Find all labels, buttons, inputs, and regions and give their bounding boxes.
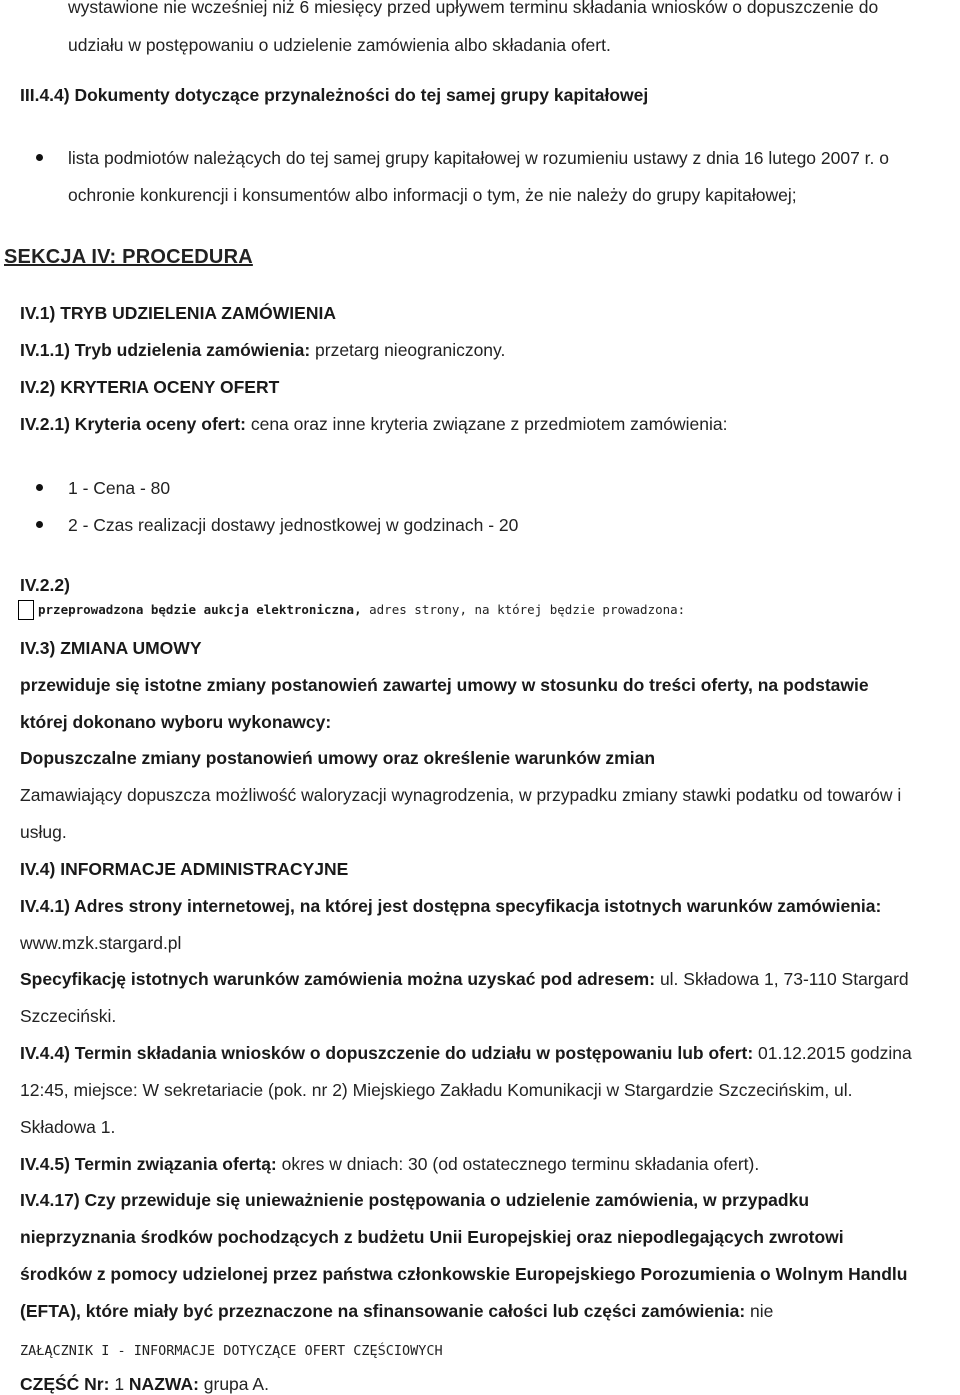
text-line bbox=[20, 1300, 773, 1322]
field-value: 01.12.2015 godzina bbox=[753, 1043, 912, 1063]
text-line bbox=[20, 1373, 269, 1395]
section-heading: IV.3) ZMIANA UMOWY bbox=[20, 638, 202, 658]
field-value: nie bbox=[745, 1301, 774, 1321]
list-item: 1 - Cena - 80 bbox=[68, 478, 171, 498]
field-value: grupa A. bbox=[198, 1374, 269, 1394]
text-line bbox=[20, 968, 909, 990]
text-line bbox=[20, 1153, 759, 1175]
field-label: IV.4.1) Adres strony internetowej, na której jest dostępna specyfikacja istotnych warunków zamówienia: bbox=[20, 896, 882, 916]
field-label: Specyfikację istotnych warunków zamówienia można uzyskać pod adresem: bbox=[20, 969, 656, 989]
annex-title: ZAŁĄCZNIK I - INFORMACJE DOTYCZĄCE OFERT CZĘŚCIOWYCH bbox=[20, 1343, 443, 1359]
text-line: IV.4.17) Czy przewiduje się unieważnienie postępowania o udzielenie zamówienia, w przypadku bbox=[20, 1190, 810, 1210]
text-line bbox=[20, 1042, 912, 1064]
field-label: IV.2.1) Kryteria oceny ofert: bbox=[20, 414, 246, 434]
field-label: CZĘŚĆ Nr: bbox=[20, 1374, 110, 1394]
field-value: okres w dniach: 30 (od ostatecznego terminu składania ofert). bbox=[276, 1154, 760, 1174]
section-heading: III.4.4) Dokumenty dotyczące przynależności do tej samej grupy kapitałowej bbox=[20, 85, 649, 105]
text-line: Składowa 1. bbox=[20, 1117, 116, 1137]
auction-text: adres strony, na której będzie prowadzona: bbox=[361, 602, 686, 617]
auction-checkbox[interactable] bbox=[18, 600, 34, 620]
field-label: IV.4.5) Termin związania ofertą: bbox=[20, 1154, 277, 1174]
field-value: cena oraz inne kryteria związane z przedmiotem zamówienia: bbox=[245, 414, 728, 434]
text-line: nieprzyznania środków pochodzących z budżetu Unii Europejskiej oraz niepodlegających zwrotowi bbox=[20, 1227, 844, 1247]
bullet-icon bbox=[36, 521, 43, 528]
text-line: której dokonano wyboru wykonawcy: bbox=[20, 712, 332, 732]
text-line: środków z pomocy udzielonej przez państwa członkowskie Europejskiego Porozumienia o Wolnym Handlu bbox=[20, 1264, 908, 1284]
text-line: 12:45, miejsce: W sekretariacie (pok. nr 2) Miejskiego Zakładu Komunikacji w Stargardzie Szczecińskim, ul. bbox=[20, 1080, 853, 1100]
text-line: lista podmiotów należących do tej samej grupy kapitałowej w rozumieniu ustawy z dnia 16 lutego 2007 r. o bbox=[68, 148, 890, 168]
bullet-icon bbox=[36, 154, 43, 161]
text-line: przewiduje się istotne zmiany postanowień zawartej umowy w stosunku do treści oferty, na podstawie bbox=[20, 675, 869, 695]
section-heading: IV.1) TRYB UDZIELENIA ZAMÓWIENIA bbox=[20, 303, 336, 323]
text-line: ochronie konkurencji i konsumentów albo informacji o tym, że nie należy do grupy kapitałowej; bbox=[68, 185, 797, 205]
field-label: IV.2.2) bbox=[20, 575, 70, 595]
text-line: usług. bbox=[20, 822, 67, 842]
text-line: Szczeciński. bbox=[20, 1006, 117, 1026]
field-value: przetarg nieograniczony. bbox=[310, 340, 506, 360]
auction-label: przeprowadzona będzie aukcja elektroniczna, bbox=[38, 602, 362, 617]
text-line bbox=[20, 413, 727, 435]
text-line: Zamawiający dopuszcza możliwość waloryzacji wynagrodzenia, w przypadku zmiany stawki podatku od towarów i bbox=[20, 785, 902, 805]
list-item: 2 - Czas realizacji dostawy jednostkowej w godzinach - 20 bbox=[68, 515, 519, 535]
field-label: (EFTA), które miały być przeznaczone na sfinansowanie całości lub części zamówienia: bbox=[20, 1301, 746, 1321]
text-line bbox=[38, 599, 685, 621]
text-line bbox=[20, 339, 505, 361]
text-line: wystawione nie wcześniej niż 6 miesięcy przed upływem terminu składania wniosków o dopuszczenie do bbox=[68, 0, 879, 17]
section-heading: IV.4) INFORMACJE ADMINISTRACYJNE bbox=[20, 859, 349, 879]
text-line: udziału w postępowaniu o udzielenie zamówienia albo składania ofert. bbox=[68, 35, 611, 55]
section-heading: IV.2) KRYTERIA OCENY OFERT bbox=[20, 377, 280, 397]
text-line: Dopuszczalne zmiany postanowień umowy oraz określenie warunków zmian bbox=[20, 748, 656, 768]
field-value: 1 bbox=[109, 1374, 129, 1394]
field-label: IV.4.4) Termin składania wniosków o dopuszczenie do udziału w postępowaniu lub ofert: bbox=[20, 1043, 754, 1063]
field-label: NAZWA: bbox=[128, 1374, 199, 1394]
section-title: SEKCJA IV: PROCEDURA bbox=[4, 246, 253, 268]
website-link[interactable]: www.mzk.stargard.pl bbox=[20, 933, 182, 953]
field-label: IV.1.1) Tryb udzielenia zamówienia: bbox=[20, 340, 311, 360]
field-value: ul. Składowa 1, 73-110 Stargard bbox=[655, 969, 909, 989]
bullet-icon bbox=[36, 484, 43, 491]
